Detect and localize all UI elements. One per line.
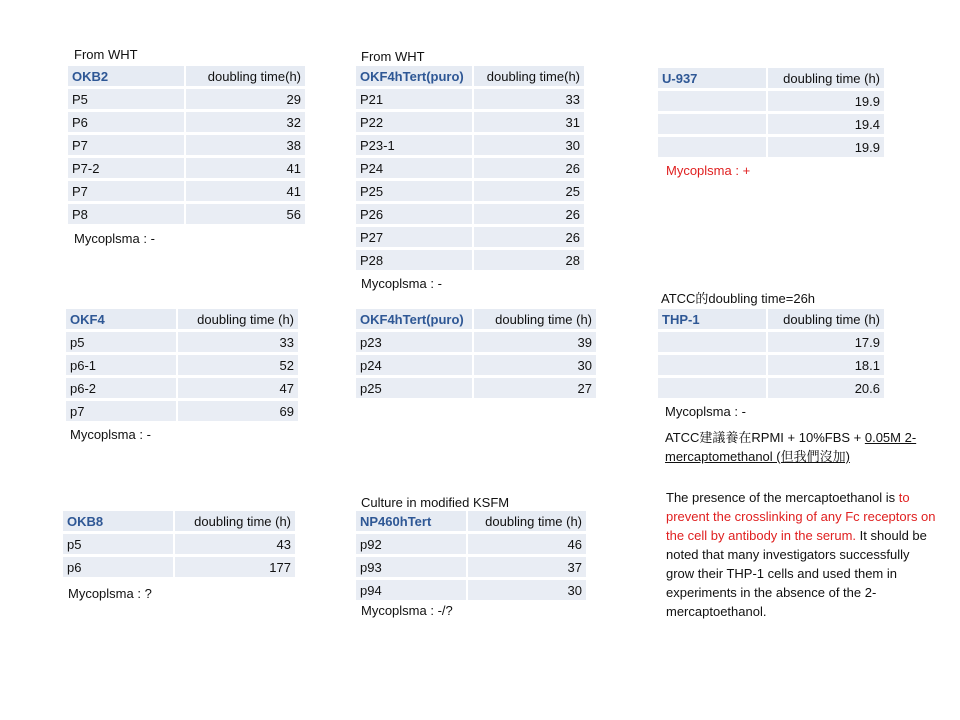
passage-cell: P7 [68, 180, 185, 203]
mycoplasma-status: Mycoplsma : + [666, 163, 751, 178]
passage-cell: p93 [356, 556, 467, 579]
okb2-caption: From WHT [74, 47, 138, 62]
table-row [356, 180, 585, 203]
table-row [658, 331, 885, 354]
value-cell: 17.9 [767, 331, 885, 354]
value-cell: 25 [473, 180, 585, 203]
passage-cell [658, 90, 767, 113]
value-cell: 177 [174, 556, 296, 579]
mycoplasma-status: Mycoplsma : - [361, 276, 442, 291]
table-header-row [658, 68, 885, 90]
value-cell: 19.4 [767, 113, 885, 136]
value-cell: 26 [473, 203, 585, 226]
table-row [356, 249, 585, 272]
value-cell: 20.6 [767, 377, 885, 400]
doubling-time-header: doubling time (h) [467, 511, 587, 533]
table-row [66, 400, 299, 423]
passage-cell: P28 [356, 249, 473, 272]
value-cell: 19.9 [767, 90, 885, 113]
atcc-doubling-caption: ATCC的doubling time=26h [661, 291, 816, 306]
cell-line-name: OKB8 [63, 511, 174, 533]
table-row [356, 203, 585, 226]
passage-cell: p92 [356, 533, 467, 556]
table-row [658, 136, 885, 159]
mycoplasma-status: Mycoplsma : - [665, 404, 746, 419]
table-row [356, 88, 585, 111]
note-intro: The presence of the mercaptoethanol is [666, 490, 896, 505]
value-cell: 26 [473, 157, 585, 180]
table-row [356, 354, 597, 377]
value-cell: 33 [473, 88, 585, 111]
doubling-time-header: doubling time(h) [473, 66, 585, 88]
passage-cell: P21 [356, 88, 473, 111]
table-row [66, 331, 299, 354]
value-cell: 38 [185, 134, 306, 157]
np460htert-table [356, 511, 588, 603]
value-cell: 41 [185, 180, 306, 203]
table-row [356, 331, 597, 354]
table-header-row [63, 511, 296, 533]
table-row [66, 354, 299, 377]
passage-cell: P5 [68, 88, 185, 111]
note-red-text: to prevent the crosslinking of any Fc receptors on the cell by antibody in the serum. [666, 490, 936, 543]
mycoplasma-status: Mycoplsma : ? [68, 586, 152, 601]
passage-cell: p6 [63, 556, 174, 579]
passage-cell: p24 [356, 354, 473, 377]
table-header-row [356, 309, 597, 331]
passage-cell: p6-2 [66, 377, 177, 400]
table-row [66, 377, 299, 400]
table-row [356, 134, 585, 157]
passage-cell: p5 [66, 331, 177, 354]
cell-line-name: OKF4hTert(puro) [356, 309, 473, 331]
table-row [356, 579, 587, 602]
doubling-time-header: doubling time (h) [767, 309, 885, 331]
value-cell: 41 [185, 157, 306, 180]
atcc-note-part3: mercaptomethanol (但我們沒加) [665, 449, 850, 464]
passage-cell [658, 113, 767, 136]
passage-cell: p25 [356, 377, 473, 400]
okf4htert-2-table [356, 309, 598, 401]
doubling-time-header: doubling time (h) [177, 309, 299, 331]
doubling-time-header: doubling time (h) [174, 511, 296, 533]
mycoplasma-status: Mycoplsma : - [74, 231, 155, 246]
passage-cell: P26 [356, 203, 473, 226]
note-rest: It should be noted that many investigators successfully grow their THP-1 cells and used them in experiments in the absence of the 2-mercaptoethanol. [666, 528, 927, 619]
table-row [68, 111, 306, 134]
table-row [658, 90, 885, 113]
passage-cell: p94 [356, 579, 467, 602]
table-row [356, 533, 587, 556]
table-header-row [66, 309, 299, 331]
passage-cell: P22 [356, 111, 473, 134]
cell-line-name: OKB2 [68, 66, 185, 88]
mycoplasma-status: Mycoplsma : - [70, 427, 151, 442]
table-row [356, 157, 585, 180]
cell-line-name: THP-1 [658, 309, 767, 331]
table-row [658, 377, 885, 400]
value-cell: 18.1 [767, 354, 885, 377]
table-row [68, 134, 306, 157]
value-cell: 29 [185, 88, 306, 111]
table-header-row [68, 66, 306, 88]
table-row [658, 113, 885, 136]
passage-cell: P8 [68, 203, 185, 226]
value-cell: 52 [177, 354, 299, 377]
value-cell: 47 [177, 377, 299, 400]
atcc-note-part2: 0.05M 2- [864, 430, 917, 445]
passage-cell: P27 [356, 226, 473, 249]
value-cell: 43 [174, 533, 296, 556]
ksfm-caption: Culture in modified KSFM [361, 495, 510, 510]
cell-line-name: OKF4 [66, 309, 177, 331]
table-row [356, 111, 585, 134]
value-cell: 27 [473, 377, 597, 400]
thp1-table [658, 309, 886, 401]
value-cell: 26 [473, 226, 585, 249]
u937-table [658, 68, 886, 160]
mycoplasma-status: Mycoplsma : -/? [361, 603, 453, 618]
okb8-table [63, 511, 297, 580]
passage-cell: P7-2 [68, 157, 185, 180]
value-cell: 28 [473, 249, 585, 272]
table-header-row [658, 309, 885, 331]
table-row [356, 377, 597, 400]
table-row [63, 533, 296, 556]
passage-cell: p5 [63, 533, 174, 556]
value-cell: 30 [473, 134, 585, 157]
passage-cell: p23 [356, 331, 473, 354]
cell-line-name: NP460hTert [356, 511, 467, 533]
okf4htert-caption: From WHT [361, 49, 425, 64]
table-header-row [356, 511, 587, 533]
okb2-table [68, 66, 307, 227]
passage-cell: p7 [66, 400, 177, 423]
passage-cell: P6 [68, 111, 185, 134]
value-cell: 30 [473, 354, 597, 377]
table-header-row [356, 66, 585, 88]
table-row [68, 157, 306, 180]
table-row [68, 180, 306, 203]
passage-cell [658, 331, 767, 354]
passage-cell [658, 354, 767, 377]
passage-cell: P25 [356, 180, 473, 203]
mercaptoethanol-note [666, 488, 938, 621]
passage-cell: P23-1 [356, 134, 473, 157]
value-cell: 56 [185, 203, 306, 226]
doubling-time-header: doubling time (h) [473, 309, 597, 331]
passage-cell: P24 [356, 157, 473, 180]
value-cell: 19.9 [767, 136, 885, 159]
table-row [68, 88, 306, 111]
table-row [63, 556, 296, 579]
okf4-table [66, 309, 300, 424]
passage-cell [658, 136, 767, 159]
value-cell: 31 [473, 111, 585, 134]
cell-line-name: U-937 [658, 68, 767, 90]
atcc-medium-note [665, 428, 945, 466]
table-row [356, 556, 587, 579]
table-row [356, 226, 585, 249]
passage-cell: p6-1 [66, 354, 177, 377]
doubling-time-header: doubling time(h) [185, 66, 306, 88]
value-cell: 69 [177, 400, 299, 423]
value-cell: 32 [185, 111, 306, 134]
cell-line-name: OKF4hTert(puro) [356, 66, 473, 88]
passage-cell: P7 [68, 134, 185, 157]
table-row [68, 203, 306, 226]
passage-cell [658, 377, 767, 400]
okf4htert-table [356, 66, 586, 273]
atcc-note-part1: ATCC建議養在RPMI + 10%FBS + [665, 430, 865, 445]
value-cell: 39 [473, 331, 597, 354]
doubling-time-header: doubling time (h) [767, 68, 885, 90]
value-cell: 33 [177, 331, 299, 354]
value-cell: 37 [467, 556, 587, 579]
table-row [658, 354, 885, 377]
value-cell: 46 [467, 533, 587, 556]
value-cell: 30 [467, 579, 587, 602]
